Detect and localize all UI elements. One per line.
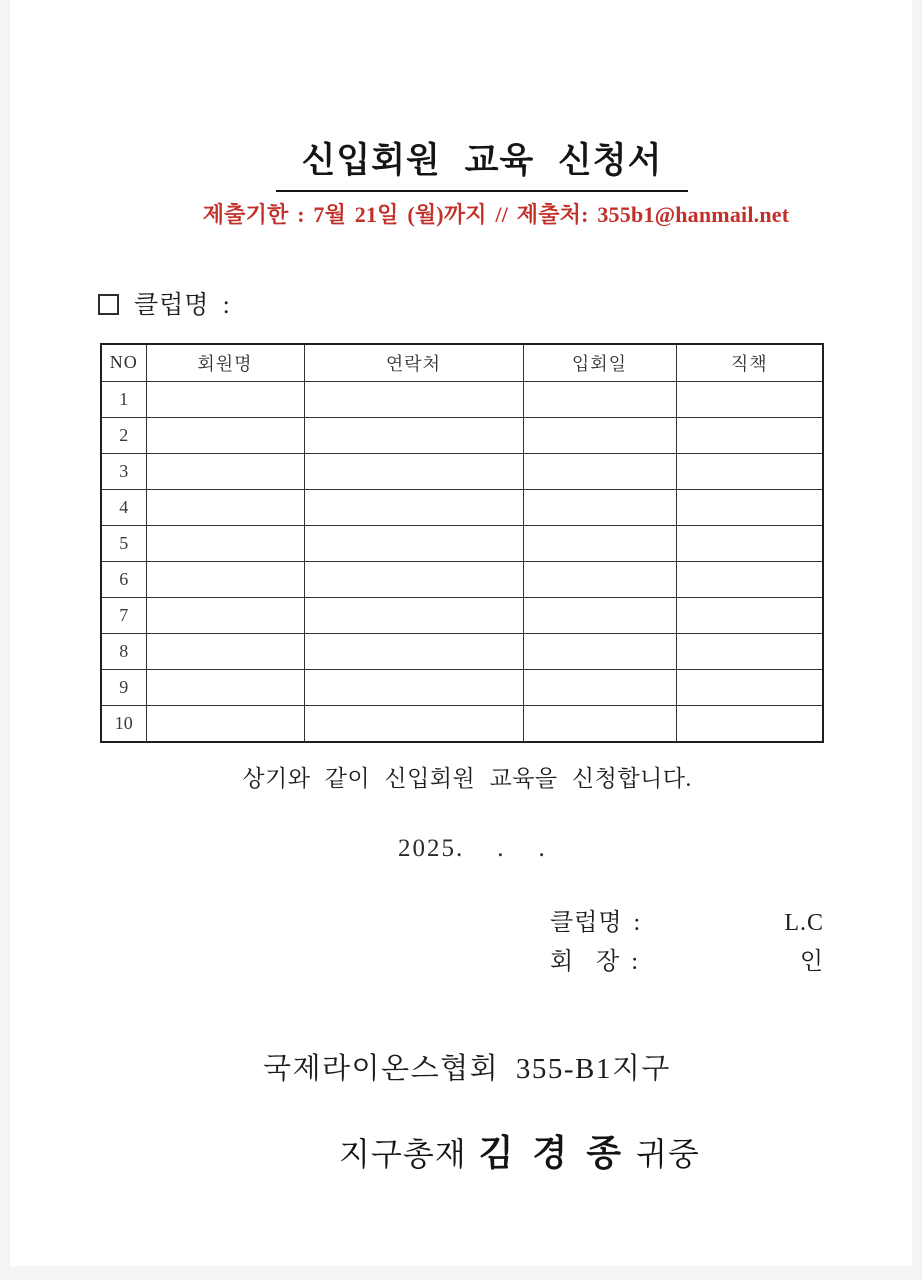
row-number-cell: 6 bbox=[101, 561, 146, 597]
signature-block bbox=[550, 902, 824, 980]
position-cell bbox=[676, 598, 823, 634]
contact-cell bbox=[304, 417, 523, 453]
row-number-cell: 4 bbox=[101, 489, 146, 525]
position-cell bbox=[676, 525, 823, 561]
club-name-line bbox=[98, 285, 231, 321]
club-name-row bbox=[550, 902, 824, 941]
join-date-cell bbox=[523, 598, 676, 634]
join-date-cell bbox=[523, 489, 676, 525]
position-cell bbox=[676, 489, 823, 525]
contact-cell bbox=[304, 634, 523, 670]
join-date-cell bbox=[523, 525, 676, 561]
table-row bbox=[101, 381, 823, 417]
org-name: 국제라이온스협회 355-B1지구 bbox=[263, 1053, 671, 1085]
member-name-cell bbox=[146, 634, 304, 670]
members-table bbox=[100, 343, 824, 743]
member-name-cell bbox=[146, 525, 304, 561]
date-line: 2025. . . bbox=[398, 835, 547, 862]
contact-cell bbox=[304, 670, 523, 706]
member-name-cell bbox=[146, 417, 304, 453]
signature-club-label: 클럽명 : bbox=[550, 910, 642, 936]
recipient-suffix: 귀중 bbox=[635, 1136, 700, 1172]
row-number-cell: 9 bbox=[101, 670, 146, 706]
join-date-cell bbox=[523, 381, 676, 417]
contact-cell bbox=[304, 561, 523, 597]
header-member-name: 회원명 bbox=[146, 344, 304, 381]
join-date-cell bbox=[523, 634, 676, 670]
table-row bbox=[101, 417, 823, 453]
checkbox-icon bbox=[98, 294, 119, 315]
member-name-cell bbox=[146, 489, 304, 525]
signature-president-label: 회 장 : bbox=[550, 949, 640, 975]
header-no: NO bbox=[101, 344, 146, 381]
president-row bbox=[550, 941, 824, 980]
contact-cell bbox=[304, 489, 523, 525]
header-contact: 연락처 bbox=[304, 344, 523, 381]
deadline-block bbox=[10, 198, 912, 229]
member-name-cell bbox=[146, 706, 304, 742]
table-header-row bbox=[101, 344, 823, 381]
document-page bbox=[10, 0, 912, 1266]
recipient-prefix: 지구총재 bbox=[339, 1136, 467, 1172]
member-name-cell bbox=[146, 381, 304, 417]
table-row bbox=[101, 453, 823, 489]
row-number-cell: 7 bbox=[101, 598, 146, 634]
join-date-cell bbox=[523, 417, 676, 453]
position-cell bbox=[676, 417, 823, 453]
join-date-cell bbox=[523, 453, 676, 489]
member-name-cell bbox=[146, 598, 304, 634]
position-cell bbox=[676, 561, 823, 597]
table-row bbox=[101, 489, 823, 525]
join-date-cell bbox=[523, 561, 676, 597]
deadline-notice: 제출기한 : 7월 21일 (월)까지 // 제출처: 355b1@hanmail.net bbox=[202, 202, 790, 227]
statement-text: 상기와 같이 신입회원 교육을 신청합니다. bbox=[242, 766, 692, 791]
member-name-cell bbox=[146, 670, 304, 706]
contact-cell bbox=[304, 706, 523, 742]
member-name-cell bbox=[146, 453, 304, 489]
recipient-name: 김 경 종 bbox=[478, 1133, 624, 1173]
contact-cell bbox=[304, 381, 523, 417]
position-cell bbox=[676, 634, 823, 670]
title-block bbox=[10, 133, 912, 192]
statement-block bbox=[10, 760, 912, 793]
header-position: 직책 bbox=[676, 344, 823, 381]
seal-placeholder: 인 bbox=[799, 949, 824, 975]
signature-club-value: L.C bbox=[784, 910, 824, 936]
position-cell bbox=[676, 670, 823, 706]
table-row bbox=[101, 670, 823, 706]
row-number-cell: 3 bbox=[101, 453, 146, 489]
row-number-cell: 10 bbox=[101, 706, 146, 742]
recipient-line bbox=[261, 1088, 700, 1213]
club-name-label: 클럽명 : bbox=[134, 292, 231, 319]
join-date-cell bbox=[523, 670, 676, 706]
row-number-cell: 1 bbox=[101, 381, 146, 417]
position-cell bbox=[676, 381, 823, 417]
member-name-cell bbox=[146, 561, 304, 597]
table-row bbox=[101, 598, 823, 634]
row-number-cell: 5 bbox=[101, 525, 146, 561]
row-number-cell: 8 bbox=[101, 634, 146, 670]
join-date-cell bbox=[523, 706, 676, 742]
table-row bbox=[101, 706, 823, 742]
position-cell bbox=[676, 706, 823, 742]
contact-cell bbox=[304, 525, 523, 561]
position-cell bbox=[676, 453, 823, 489]
header-join-date: 입회일 bbox=[523, 344, 676, 381]
table-row bbox=[101, 561, 823, 597]
table-row bbox=[101, 634, 823, 670]
contact-cell bbox=[304, 598, 523, 634]
page-title: 신입회원 교육 신청서 bbox=[276, 133, 689, 192]
table-row bbox=[101, 525, 823, 561]
contact-cell bbox=[304, 453, 523, 489]
row-number-cell: 2 bbox=[101, 417, 146, 453]
